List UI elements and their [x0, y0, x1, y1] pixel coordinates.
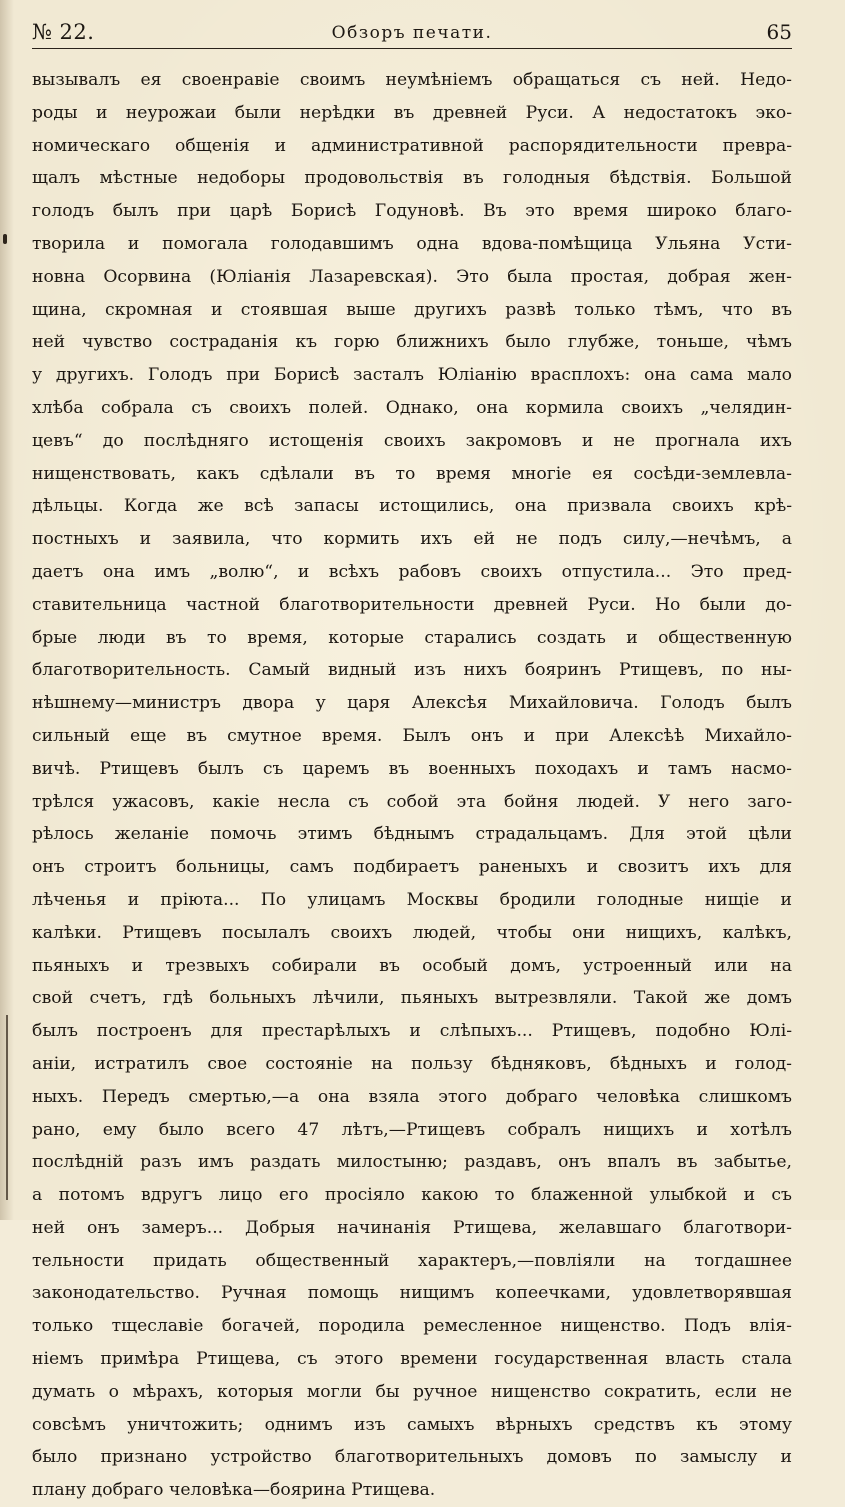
text-line: голодъ былъ при царѣ Борисѣ Годуновѣ. Въ это время широко благо-	[32, 201, 792, 222]
text-line: онъ строитъ больницы, самъ подбираетъ раненыхъ и свозитъ ихъ для	[32, 857, 792, 878]
text-line: номическаго общенія и административной распорядительности превра-	[32, 135, 792, 156]
header-rule	[32, 48, 792, 49]
text-line: постныхъ и заявила, что кормить ихъ ей не подъ силу,—нечѣмъ, а	[32, 529, 792, 550]
text-line: рано, ему было всего 47 лѣтъ,—Ртищевъ собралъ нищихъ и хотѣлъ	[32, 1119, 792, 1140]
running-header	[32, 16, 792, 50]
text-line: ней онъ замеръ... Добрыя начинанія Ртищева, желавшаго благотвори-	[32, 1217, 792, 1238]
text-line: было признано устройство благотворительныхъ домовъ по замыслу и	[32, 1447, 792, 1468]
text-line: у другихъ. Голодъ при Борисѣ засталъ Юліанію врасплохъ: она сама мало	[32, 365, 792, 386]
text-line: цевъ“ до послѣдняго истощенія своихъ закромовъ и не прогнала ихъ	[32, 430, 792, 451]
section-title: Обзоръ печати.	[331, 23, 493, 43]
text-line: нищенствовать, какъ сдѣлали въ то время многіе ея сосѣди-землевла-	[32, 463, 792, 484]
margin-pencil-line	[6, 1015, 8, 1200]
text-line: щалъ мѣстные недоборы продовольствія въ голодныя бѣдствія. Большой	[32, 168, 792, 189]
text-line: роды и неурожаи были нерѣдки въ древней Руси. А недостатокъ эко-	[32, 102, 792, 123]
text-line: хлѣба собрала съ своихъ полей. Однако, она кормила своихъ „челядин-	[32, 397, 792, 418]
text-line: а потомъ вдругъ лицо его просіяло какою то блаженной улыбкой и съ	[32, 1185, 792, 1206]
text-line: брые люди въ то время, которые старались создать и общественную	[32, 627, 792, 648]
text-line: тельности придать общественный характеръ,—повліяли на тогдашнее	[32, 1250, 792, 1271]
text-line: плану добраго человѣка—боярина Ртищева.	[32, 1480, 436, 1501]
text-line: законодательство. Ручная помощь нищимъ копеечками, удовлетворявшая	[32, 1283, 792, 1304]
text-line: пьяныхъ и трезвыхъ собирали въ особый домъ, устроенный или на	[32, 955, 792, 976]
text-line: нѣшнему—министръ двора у царя Алексѣя Михайловича. Голодъ былъ	[32, 693, 792, 714]
text-line: даетъ она имъ „волю“, и всѣхъ рабовъ своихъ отпустила... Это пред-	[32, 561, 792, 582]
text-line: былъ построенъ для престарѣлыхъ и слѣпыхъ... Ртищевъ, подобно Юлі-	[32, 1021, 792, 1042]
margin-ink-mark	[3, 234, 7, 244]
text-line: совсѣмъ уничтожить; однимъ изъ самыхъ вѣрныхъ средствъ къ этому	[32, 1414, 792, 1435]
text-line: щина, скромная и стоявшая выше другихъ развѣ только тѣмъ, что въ	[32, 299, 792, 320]
page-number: 65	[766, 20, 792, 44]
text-line: творила и помогала голодавшимъ одна вдова-помѣщица Ульяна Усти-	[32, 233, 792, 254]
text-line: думать о мѣрахъ, которыя могли бы ручное нищенство сократить, если не	[32, 1381, 792, 1402]
text-line: вызывалъ ея своенравіе своимъ неумѣніемъ обращаться съ ней. Недо-	[32, 70, 792, 90]
text-line: ней чувство состраданія къ горю ближнихъ было глубже, тоньше, чѣмъ	[32, 332, 792, 353]
text-line: рѣлось желаніе помочь этимъ бѣднымъ страдальцамъ. Для этой цѣли	[32, 824, 792, 845]
text-line: благотворительность. Самый видный изъ нихъ бояринъ Ртищевъ, по ны-	[32, 660, 792, 681]
text-line: вичѣ. Ртищевъ былъ съ царемъ въ военныхъ походахъ и тамъ насмо-	[32, 758, 792, 779]
text-line: дѣльцы. Когда же всѣ запасы истощились, она призвала своихъ крѣ-	[32, 496, 792, 517]
text-line: ставительница частной благотворительности древней Руси. Но были до-	[32, 594, 792, 615]
article-body	[32, 64, 792, 1507]
text-line: аніи, истратилъ свое состояніе на пользу бѣдняковъ, бѣдныхъ и голод-	[32, 1053, 792, 1074]
text-line: сильный еще въ смутное время. Былъ онъ и при Алексѣѣ Михайло-	[32, 725, 792, 746]
text-line: ныхъ. Передъ смертью,—а она взяла этого добраго человѣка слишкомъ	[32, 1086, 792, 1107]
text-line: калѣки. Ртищевъ посылалъ своихъ людей, чтобы они нищихъ, калѣкъ,	[32, 922, 792, 943]
text-line: свой счетъ, гдѣ больныхъ лѣчили, пьяныхъ вытрезвляли. Такой же домъ	[32, 988, 792, 1009]
text-line: новна Осорвина (Юліанія Лазаревская). Это была простая, добрая жен-	[32, 266, 792, 287]
text-line: послѣдній разъ имъ раздать милостыню; раздавъ, онъ впалъ въ забытье,	[32, 1152, 792, 1173]
text-line: только тщеславіе богачей, породила ремесленное нищенство. Подъ влія-	[32, 1316, 792, 1337]
text-line: ніемъ примѣра Ртищева, съ этого времени государственная власть стала	[32, 1349, 792, 1370]
text-line: трѣлся ужасовъ, какіе несла съ собой эта бойня людей. У него заго-	[32, 791, 792, 812]
issue-number: № 22.	[32, 20, 95, 44]
text-line: лѣченья и пріюта... По улицамъ Москвы бродили голодные нищіе и	[32, 889, 792, 910]
